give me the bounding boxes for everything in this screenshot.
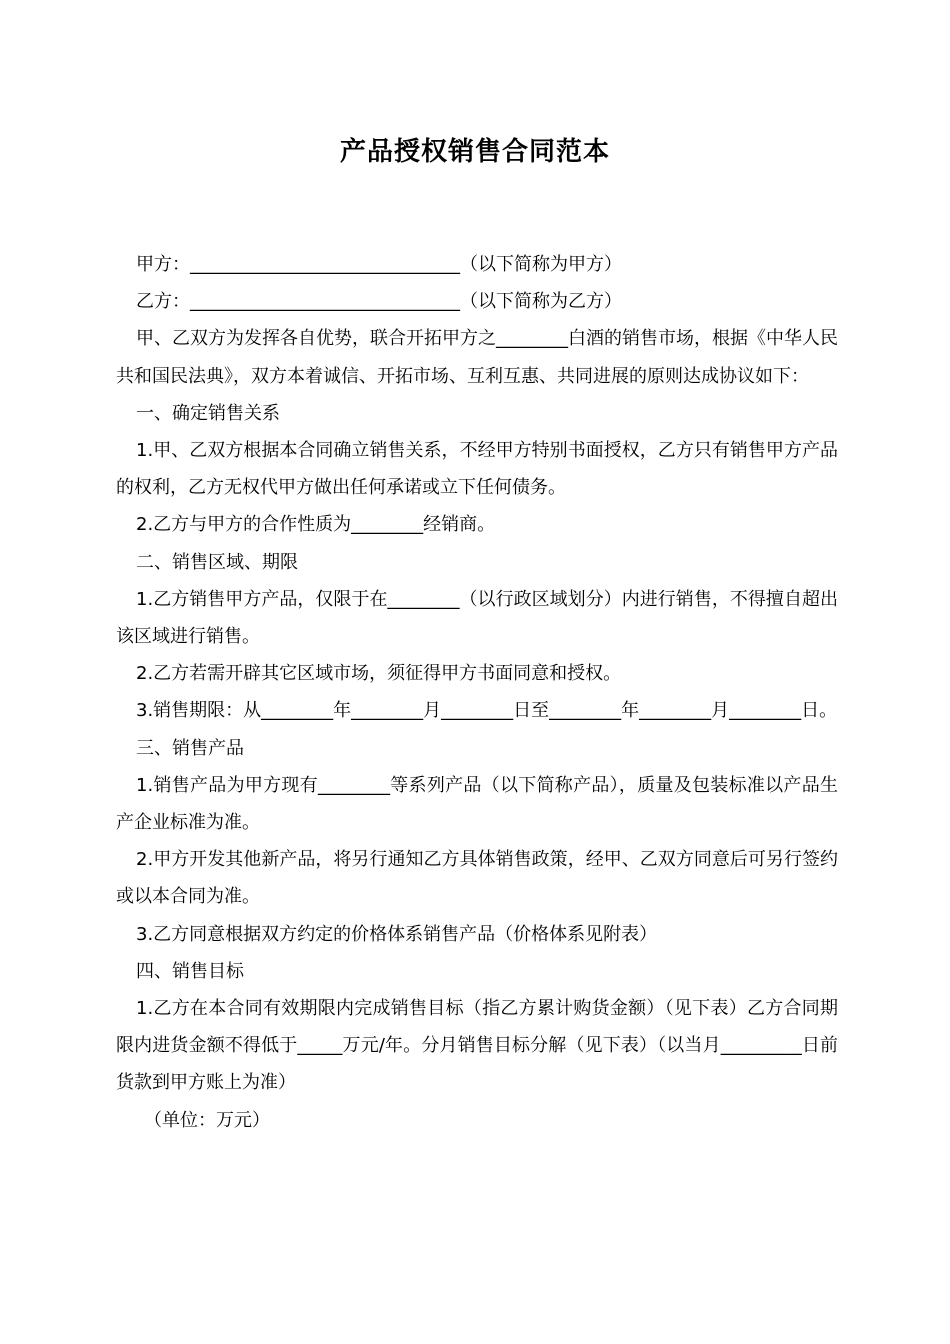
section-heading-3: 三、销售产品 bbox=[136, 737, 244, 759]
unit-note: （单位：万元） bbox=[144, 1109, 270, 1131]
preamble-paragraph: 甲、乙双方为发挥各自优势，联合开拓甲方之________白酒的销售市场，根据《中华人民共和国民法典》，双方本着诚信、开拓市场、互利互惠、共同进展的原则达成协议如下： bbox=[116, 328, 838, 387]
clause-2-2: 2.乙方若需开辟其它区域市场，须征得甲方书面同意和授权。 bbox=[136, 663, 622, 685]
section-heading-4: 四、销售目标 bbox=[136, 960, 244, 982]
clause-3-2: 2.甲方开发其他新产品，将另行通知乙方具体销售政策，经甲、乙双方同意后可另行签约或以本合同为准。 bbox=[116, 849, 838, 908]
section-heading-2: 二、销售区域、期限 bbox=[136, 551, 298, 573]
clause-1-1: 1.甲、乙双方根据本合同确立销售关系，不经甲方特别书面授权，乙方只有销售甲方产品的权利，乙方无权代甲方做出任何承诺或立下任何债务。 bbox=[116, 440, 838, 499]
clause-2-3: 3.销售期限：从________年________月________日至________年________月________日。 bbox=[136, 700, 838, 722]
clause-2-1: 1.乙方销售甲方产品，仅限于在________（以行政区域划分）内进行销售，不得擅自超出该区域进行销售。 bbox=[116, 588, 838, 648]
clause-4-1: 1.乙方在本合同有效期限内完成销售目标（指乙方累计购货金额）（见下表）乙方合同期限内进货金额不得低于_____万元/年。分月销售目标分解（见下表）（以当月_________日前货款到甲方账上为准） bbox=[116, 998, 838, 1094]
party-a-line: 甲方：______________________________（以下简称为甲方） bbox=[136, 254, 622, 275]
section-heading-1: 一、确定销售关系 bbox=[136, 402, 280, 424]
clause-3-3: 3.乙方同意根据双方约定的价格体系销售产品（价格体系见附表） bbox=[136, 923, 658, 945]
document-title: 产品授权销售合同范本 bbox=[339, 137, 610, 167]
clause-3-1: 1.销售产品为甲方现有________等系列产品（以下简称产品），质量及包装标准以产品生产企业标准为准。 bbox=[116, 774, 838, 834]
document-body bbox=[116, 246, 838, 1139]
clause-1-2: 2.乙方与甲方的合作性质为________经销商。 bbox=[136, 514, 496, 536]
party-b-line: 乙方：______________________________（以下简称为乙方） bbox=[136, 291, 622, 313]
